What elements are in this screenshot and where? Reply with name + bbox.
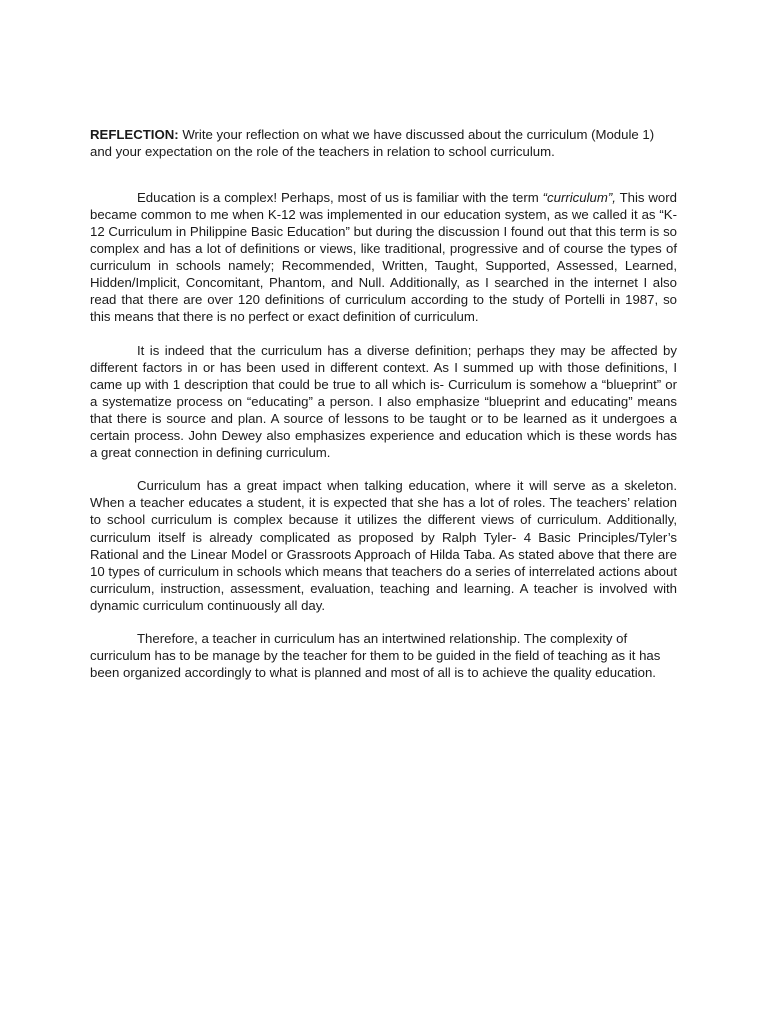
paragraph-3: Curriculum has a great impact when talking education, where it will serve as a skeleton. When a teacher educates a student, it is expected that she has a lot of roles. The teachers’ relation to school curriculum is complex because it utilizes the different views of curriculum. Additionally, curriculum itself is already complicated as proposed by Ralph Tyler- 4 Basic Principles/Tyler’s Rational and the Linear Model or Grassroots Approach of Hilda Taba. As stated above that there are 10 types of curriculum in schools which means that teachers do a series of interrelated actions about curriculum, instruction, assessment, evaluation, teaching and learning. A teacher is involved with dynamic curriculum continuously all day. xyxy=(90,478,677,613)
document-page xyxy=(90,126,677,697)
curriculum-term: “curriculum”, xyxy=(542,189,616,205)
paragraph-4: Therefore, a teacher in curriculum has an intertwined relationship. The complexity of curriculum has to be manage by the teacher for them to be guided in the field of teaching as it has been organized accordingly to what is planned and most of all is to achieve the quality education. xyxy=(90,630,661,681)
paragraph-1 xyxy=(90,189,677,326)
paragraph-1-part-b: This word became common to me when K-12 was implemented in our education system, as we called it as “K-12 Curriculum in Philippine Basic Education” but during the discussion I found out that this term is so complex and has a lot of definitions or views, like traditional, progressive and of course the types of curriculum in schools namely; Recommended, Written, Taught, Supported, Assessed, Learned, Hidden/Implicit, Concomitant, Phantom, and Null. Additionally, as I searched in the internet I also read that there are over 120 definitions of curriculum according to the study of Portelli in 1987, so this means that there is no perfect or exact definition of curriculum. xyxy=(90,189,677,325)
paragraph-1-part-a: Education is a complex! Perhaps, most of us is familiar with the term xyxy=(137,189,543,205)
reflection-label: REFLECTION: xyxy=(90,127,179,142)
paragraph-2: It is indeed that the curriculum has a diverse definition; perhaps they may be affected by different factors in or has been used in different context. As I summed up with those definitions, I came up with 1 description that could be true to all which is- Curriculum is somehow a “blueprint” or a systematize process on “educating” a person. I also emphasize “blueprint and educating” means that there is source and plan. A source of lessons to be taught or to be learned as it undergoes a certain process. John Dewey also emphasizes experience and education which is these words has a great connection in defining curriculum. xyxy=(90,342,677,461)
reflection-prompt xyxy=(90,126,677,161)
reflection-instructions: Write your reflection on what we have discussed about the curriculum (Module 1) and your expectation on the role of the teachers in relation to school curriculum. xyxy=(90,127,655,160)
